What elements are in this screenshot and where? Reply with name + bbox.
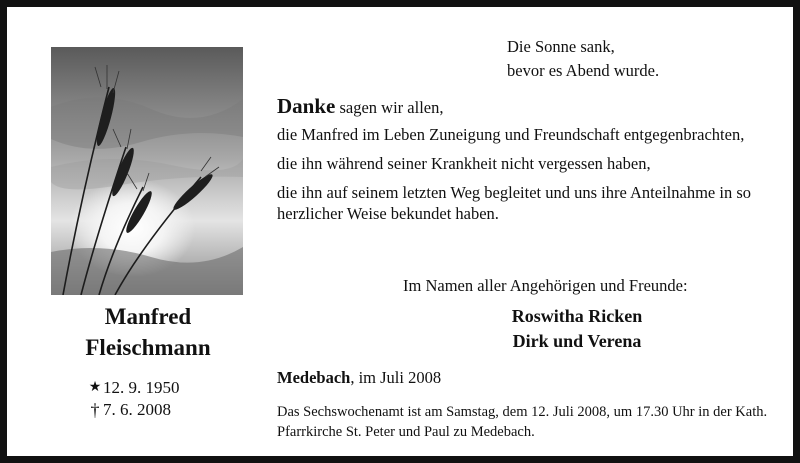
signoff: Im Namen aller Angehörigen und Freunde: xyxy=(403,276,688,295)
wheat-sunset-image xyxy=(51,47,243,295)
place-date-text: , im Juli 2008 xyxy=(350,368,442,387)
thanks-line: die Manfred im Leben Zuneigung und Freundschaft entgegenbrachten, xyxy=(277,125,745,144)
signer-name: Dirk und Verena xyxy=(512,331,642,351)
quote-line-1: Die Sonne sank, xyxy=(507,37,615,56)
thanks-line: die ihn auf seinem letzten Weg begleitet und uns ihre Anteilnahme in so herzlicher Weise bekundet haben. xyxy=(277,183,751,223)
signer-name: Roswitha Ricken xyxy=(511,306,643,326)
thanks-heading-rest: sagen wir allen, xyxy=(339,98,444,117)
thanks-heading xyxy=(277,96,777,118)
thanks-block xyxy=(277,96,777,232)
signers xyxy=(477,304,677,354)
thanks-heading-bold: Danke xyxy=(277,94,336,118)
deceased-first-name: Manfred xyxy=(104,304,192,329)
service-notice: Das Sechswochenamt ist am Samstag, dem 12. Juli 2008, um 17.30 Uhr in der Kath. Pfarrkirche St. Peter und Paul zu Medebach. xyxy=(277,404,768,440)
birth-row xyxy=(87,377,180,399)
birth-date: 12. 9. 1950 xyxy=(103,378,180,397)
death-cross-icon: † xyxy=(90,400,100,420)
quote xyxy=(507,35,659,83)
place-date xyxy=(277,367,441,389)
death-row xyxy=(87,399,180,421)
life-dates xyxy=(87,377,180,421)
death-date: 7. 6. 2008 xyxy=(103,400,171,419)
birth-star-icon: ★ xyxy=(88,380,102,395)
deceased-name xyxy=(43,301,253,363)
place-town: Medebach xyxy=(277,368,351,387)
quote-line-2: bevor es Abend wurde. xyxy=(507,61,660,80)
deceased-last-name: Fleischmann xyxy=(85,335,211,360)
thanks-line: die ihn während seiner Krankheit nicht vergessen haben, xyxy=(277,154,651,173)
